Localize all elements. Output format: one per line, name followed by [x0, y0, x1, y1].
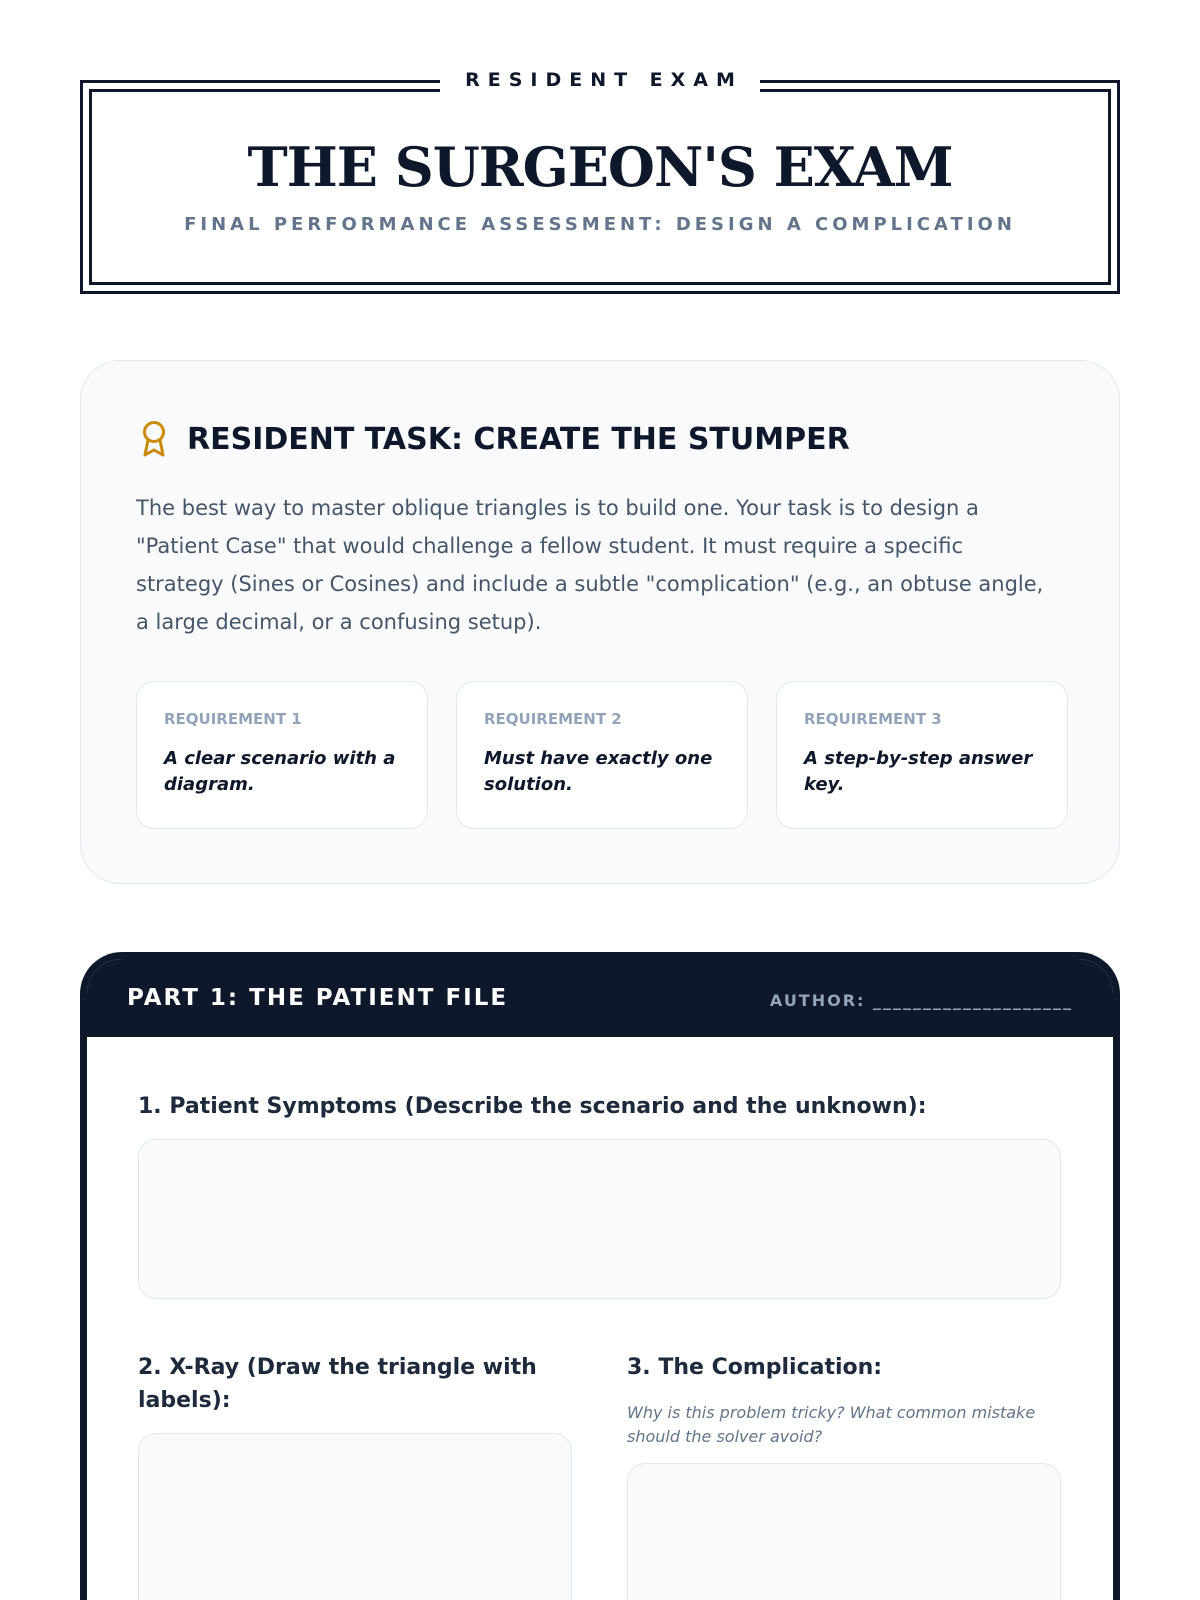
xray-label: 2. X-Ray (Draw the triangle with labels):	[138, 1355, 537, 1413]
award-icon	[139, 419, 169, 459]
requirement-card-3	[776, 681, 1068, 829]
complication-label: 3. The Complication:	[627, 1355, 883, 1380]
task-description: The best way to master oblique triangles is to build one. Your task is to design a "Patient Case" that would challenge a fellow student. It must require a specific strategy (Sines or Cosines) and include a subtle "complication" (e.g., an obtuse angle, a large decimal, or a confusing setup).	[136, 496, 1044, 634]
requirement-card-2	[456, 681, 748, 829]
requirement-label: REQUIREMENT 3	[804, 710, 942, 728]
requirement-text: A step-by-step answer key.	[804, 748, 1033, 795]
symptoms-answer-box[interactable]	[138, 1139, 1061, 1299]
part1-title: PART 1: THE PATIENT FILE	[127, 985, 509, 1011]
complication-answer-box[interactable]	[627, 1463, 1061, 1600]
symptoms-label: 1. Patient Symptoms (Describe the scenario and the unknown):	[138, 1094, 927, 1119]
requirement-card-1	[136, 681, 428, 829]
exam-kicker: RESIDENT EXAM	[465, 69, 743, 91]
part1-panel	[80, 952, 1120, 1600]
author-field[interactable]: AUTHOR: ____________________	[769, 991, 1073, 1010]
requirement-label: REQUIREMENT 1	[164, 710, 302, 728]
task-title: RESIDENT TASK: CREATE THE STUMPER	[187, 421, 850, 457]
requirement-label: REQUIREMENT 2	[484, 710, 622, 728]
part1-header	[87, 959, 1113, 1037]
exam-subtitle: FINAL PERFORMANCE ASSESSMENT: DESIGN A COMPLICATION	[184, 214, 1016, 235]
requirement-text: A clear scenario with a diagram.	[164, 748, 396, 795]
requirements-row	[136, 681, 1068, 829]
requirement-text: Must have exactly one solution.	[484, 748, 713, 795]
xray-drawing-box[interactable]	[138, 1433, 572, 1600]
task-title-row	[139, 419, 850, 459]
task-card	[80, 360, 1120, 884]
exam-kicker-wrap	[440, 64, 760, 96]
complication-hint: Why is this problem tricky? What common mistake should the solver avoid?	[627, 1403, 1036, 1446]
exam-title: THE SURGEON'S EXAM	[247, 135, 953, 199]
